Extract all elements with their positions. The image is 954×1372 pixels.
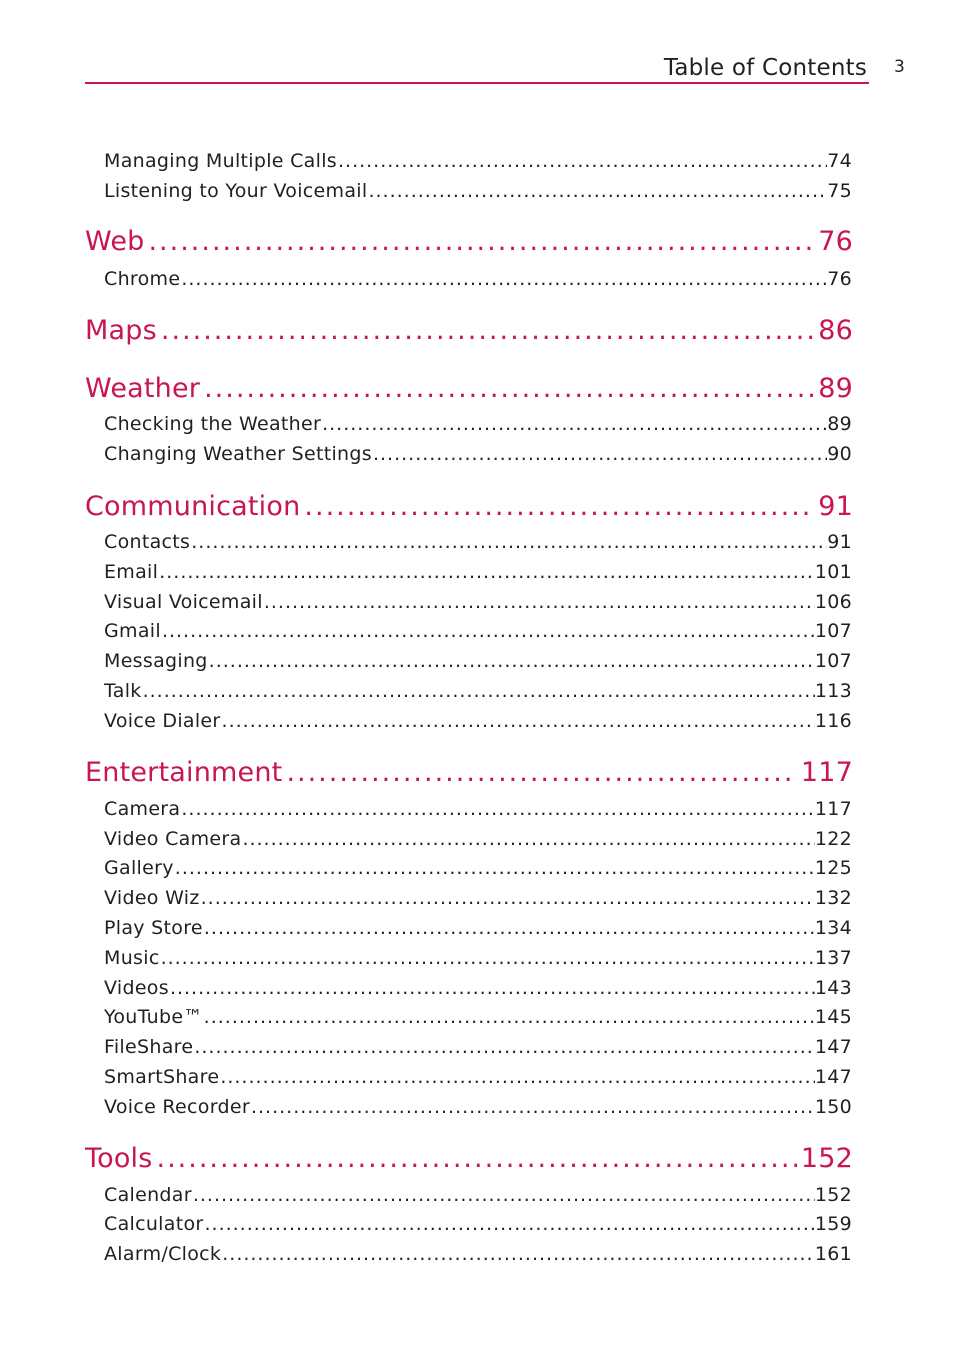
dot-leader xyxy=(193,1183,815,1207)
toc-entry-page: 117 xyxy=(814,798,852,820)
toc-entry-fileshare[interactable] xyxy=(104,1035,852,1059)
dot-leader xyxy=(157,1143,797,1175)
toc-section-entertainment[interactable] xyxy=(85,757,853,789)
toc-entry-title: Calculator xyxy=(104,1213,204,1235)
dot-leader xyxy=(143,679,815,703)
dot-leader xyxy=(373,442,827,466)
toc-entry-page: 76 xyxy=(827,268,852,290)
toc-entry-page: 161 xyxy=(814,1243,852,1265)
toc-entry-title: Contacts xyxy=(104,531,191,553)
toc-entry-page: 106 xyxy=(814,591,852,613)
dot-leader xyxy=(251,1095,815,1119)
dot-leader xyxy=(204,916,815,940)
toc-entry-page: 107 xyxy=(814,650,852,672)
toc-entry-title: Video Camera xyxy=(104,828,242,850)
dot-leader xyxy=(159,560,815,584)
dot-leader xyxy=(148,226,814,258)
toc-entry-title: Camera xyxy=(104,798,181,820)
toc-entry-page: 122 xyxy=(814,828,852,850)
toc-entry-title: Voice Recorder xyxy=(104,1096,250,1118)
toc-entry-title: Changing Weather Settings xyxy=(104,443,372,465)
toc-entry-title: Visual Voicemail xyxy=(104,591,263,613)
toc-entry-title: Listening to Your Voicemail xyxy=(104,180,368,202)
toc-entry-title: Chrome xyxy=(104,268,181,290)
toc-entry-gmail[interactable] xyxy=(104,619,852,643)
toc-entry-title: FileShare xyxy=(104,1036,194,1058)
toc-entry-video-camera[interactable] xyxy=(104,827,852,851)
toc-entry-messaging[interactable] xyxy=(104,649,852,673)
toc-entry-title: Music xyxy=(104,947,160,969)
toc-entry-music[interactable] xyxy=(104,946,852,970)
toc-entry-title: Managing Multiple Calls xyxy=(104,150,337,172)
dot-leader xyxy=(220,1065,815,1089)
toc-entry-title: Gallery xyxy=(104,857,174,879)
toc-entry-title: SmartShare xyxy=(104,1066,220,1088)
toc-entry-managing-multiple-calls[interactable] xyxy=(104,149,852,173)
toc-section-title: Entertainment xyxy=(85,757,283,788)
toc-entry-listening-to-your-voicemail[interactable] xyxy=(104,179,852,203)
toc-entry-page: 107 xyxy=(814,620,852,642)
toc-entry-page: 125 xyxy=(814,857,852,879)
toc-entry-title: Calendar xyxy=(104,1184,192,1206)
toc-entry-title: Videos xyxy=(104,977,169,999)
toc-section-page: 152 xyxy=(800,1143,853,1174)
dot-leader xyxy=(264,590,815,614)
toc-entry-title: Gmail xyxy=(104,620,161,642)
toc-entry-email[interactable] xyxy=(104,560,852,584)
page-number: 3 xyxy=(894,57,905,77)
dot-leader xyxy=(161,946,815,970)
dot-leader xyxy=(209,649,815,673)
toc-entry-talk[interactable] xyxy=(104,679,852,703)
toc-entry-camera[interactable] xyxy=(104,797,852,821)
dot-leader xyxy=(242,827,814,851)
toc-entry-title: Video Wiz xyxy=(104,887,200,909)
dot-leader xyxy=(161,315,814,347)
toc-entry-page: 90 xyxy=(827,443,852,465)
toc-section-page: 91 xyxy=(818,491,853,522)
toc-entry-play-store[interactable] xyxy=(104,916,852,940)
toc-entry-voice-recorder[interactable] xyxy=(104,1095,852,1119)
toc-entry-page: 116 xyxy=(814,710,852,732)
toc-entry-page: 91 xyxy=(827,531,852,553)
toc-entry-page: 89 xyxy=(827,413,852,435)
toc-entry-page: 137 xyxy=(814,947,852,969)
toc-section-title: Web xyxy=(85,226,145,257)
dot-leader xyxy=(181,797,814,821)
toc-entry-title: Voice Dialer xyxy=(104,710,221,732)
toc-entry-page: 75 xyxy=(827,180,852,202)
dot-leader xyxy=(368,179,827,203)
dot-leader xyxy=(162,619,815,643)
toc-entry-gallery[interactable] xyxy=(104,856,852,880)
toc-entry-video-wiz[interactable] xyxy=(104,886,852,910)
toc-section-maps[interactable] xyxy=(85,315,853,347)
toc-section-page: 86 xyxy=(818,315,853,346)
dot-leader xyxy=(181,267,827,291)
toc-section-page: 117 xyxy=(800,757,853,788)
toc-section-weather[interactable] xyxy=(85,373,853,405)
toc-entry-calendar[interactable] xyxy=(104,1183,852,1207)
toc-entry-page: 147 xyxy=(814,1036,852,1058)
dot-leader xyxy=(204,1005,815,1029)
toc-entry-page: 159 xyxy=(814,1213,852,1235)
toc-entry-changing-weather-settings[interactable] xyxy=(104,442,852,466)
toc-entry-videos[interactable] xyxy=(104,976,852,1000)
dot-leader xyxy=(194,1035,815,1059)
toc-entry-title: YouTube™ xyxy=(104,1006,203,1028)
toc-entry-page: 143 xyxy=(814,977,852,999)
toc-entry-title: Play Store xyxy=(104,917,203,939)
toc-entry-page: 134 xyxy=(814,917,852,939)
toc-entry-page: 152 xyxy=(814,1184,852,1206)
dot-leader xyxy=(222,709,815,733)
toc-section-tools[interactable] xyxy=(85,1143,853,1175)
toc-entry-youtube[interactable] xyxy=(104,1005,852,1029)
dot-leader xyxy=(191,530,827,554)
toc-entry-smartshare[interactable] xyxy=(104,1065,852,1089)
dot-leader xyxy=(170,976,815,1000)
dot-leader xyxy=(338,149,827,173)
toc-entry-page: 132 xyxy=(814,887,852,909)
dot-leader xyxy=(204,1212,814,1236)
toc-section-communication[interactable] xyxy=(85,491,853,523)
toc-entry-alarm-clock[interactable] xyxy=(104,1242,852,1266)
toc-entry-title: Messaging xyxy=(104,650,208,672)
toc-entry-page: 101 xyxy=(814,561,852,583)
toc-entry-chrome[interactable] xyxy=(104,267,852,291)
header-title: Table of Contents xyxy=(663,55,867,81)
toc-entry-title: Checking the Weather xyxy=(104,413,322,435)
page-header xyxy=(85,52,869,84)
dot-leader xyxy=(304,491,814,523)
toc-entry-checking-the-weather[interactable] xyxy=(104,412,852,436)
toc-entry-visual-voicemail[interactable] xyxy=(104,590,852,614)
toc-entry-page: 113 xyxy=(814,680,852,702)
toc-entry-page: 147 xyxy=(814,1066,852,1088)
toc-entry-title: Talk xyxy=(104,680,142,702)
toc-section-page: 76 xyxy=(818,226,853,257)
toc-entry-title: Email xyxy=(104,561,159,583)
dot-leader xyxy=(286,757,796,789)
toc-entry-page: 145 xyxy=(814,1006,852,1028)
dot-leader xyxy=(322,412,827,436)
toc-entry-page: 150 xyxy=(814,1096,852,1118)
toc-section-title: Tools xyxy=(85,1143,153,1174)
dot-leader xyxy=(175,856,815,880)
toc-section-title: Communication xyxy=(85,491,301,522)
toc-section-title: Maps xyxy=(85,315,157,346)
toc-section-page: 89 xyxy=(818,373,853,404)
toc-section-web[interactable] xyxy=(85,226,853,258)
toc-entry-contacts[interactable] xyxy=(104,530,852,554)
toc-entry-title: Alarm/Clock xyxy=(104,1243,222,1265)
toc-entry-page: 74 xyxy=(827,150,852,172)
dot-leader xyxy=(204,373,814,405)
dot-leader xyxy=(201,886,815,910)
dot-leader xyxy=(222,1242,815,1266)
toc-section-title: Weather xyxy=(85,373,201,404)
toc-entry-calculator[interactable] xyxy=(104,1212,852,1236)
toc-entry-voice-dialer[interactable] xyxy=(104,709,852,733)
